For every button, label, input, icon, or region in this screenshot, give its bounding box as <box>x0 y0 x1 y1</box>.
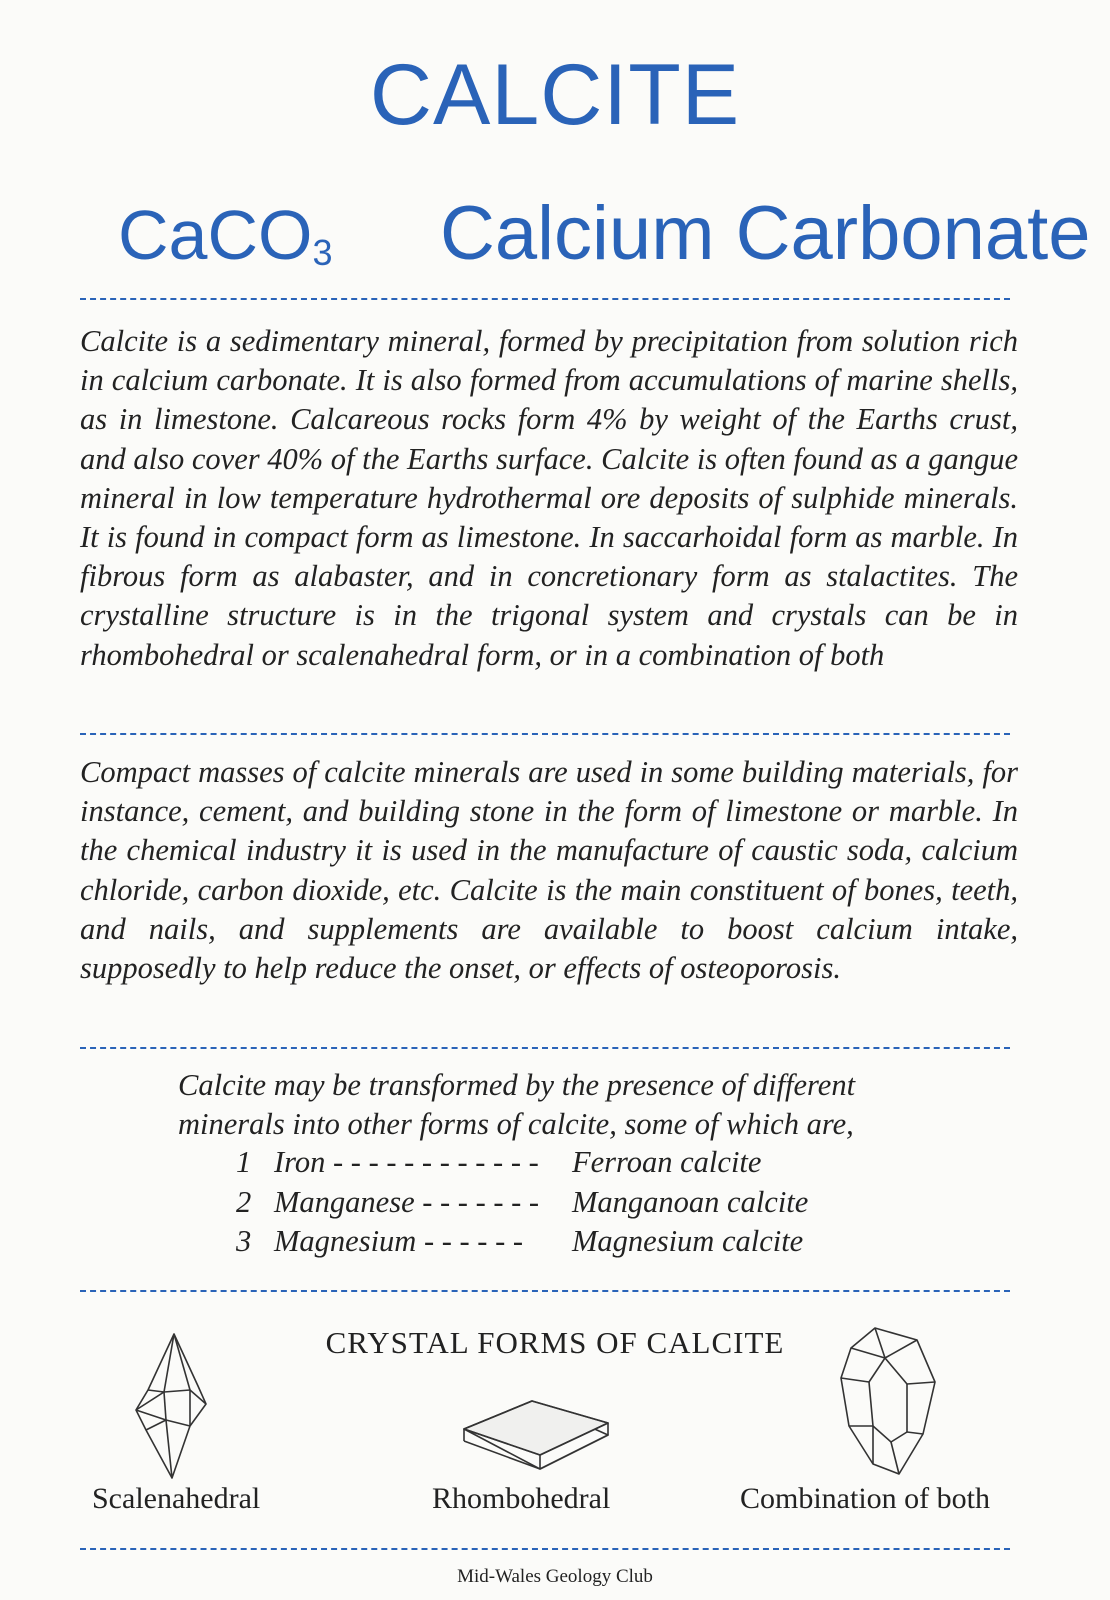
variant-name: Magnesium calcite <box>572 1224 804 1258</box>
combination-label: Combination of both <box>740 1482 990 1515</box>
chemical-formula <box>118 196 333 274</box>
scalenohedral-crystal-icon <box>128 1330 218 1485</box>
formula-base: CaCO <box>118 196 313 274</box>
divider <box>80 1290 1010 1292</box>
variant-number: 2 <box>236 1184 252 1219</box>
crystal-forms-title: CRYSTAL FORMS OF CALCITE <box>325 1325 785 1360</box>
variant-number: 3 <box>236 1224 252 1258</box>
variant-element: Magnesium - - - - - - <box>274 1224 524 1258</box>
rhombohedral-crystal-icon <box>458 1395 613 1475</box>
mineral-chemical-name: Calcium Carbonate <box>440 191 1091 276</box>
variant-name: Ferroan calcite <box>572 1145 762 1179</box>
scalenohedral-label: Scalenahedral <box>92 1482 261 1515</box>
variant-element: Manganese - - - - - - - <box>274 1184 540 1219</box>
uses-paragraph: Compact masses of calcite minerals are used in some building materials, for instance, cement, and building stone in the form of limestone or marble. In the chemical industry it is used in the manufacture of caustic soda, calcium chloride, carbon dioxide, etc. Calcite is the main constituent of bones, teeth, and nails, and supplements are available to boost calcium intake, supposedly to help reduce the onset, or effects of osteoporosis. <box>80 755 1018 986</box>
divider <box>80 1047 1010 1049</box>
divider <box>80 1548 1010 1550</box>
variant-name: Manganoan calcite <box>572 1184 809 1219</box>
formation-paragraph: Calcite is a sedimentary mineral, formed by precipitation from solution rich in calcium carbonate. It is also formed from accumulations of marine shells, as in limestone. Calcareous rocks form 4% by weight of the Earths crust, and also cover 40% of the Earths surface. Calcite is often found as a gangue mineral in low temperature hydrothermal ore deposits of sulphide minerals. It is found in compact form as limestone. In saccarhoidal form as marble. In fibrous form as alabaster, and in concretionary form as stalactites. The crystalline structure is in the trigonal system and crystals can be in rhombohedral or scalenahedral form, or in a combination of both <box>80 324 1018 672</box>
variant-element: Iron - - - - - - - - - - - - <box>274 1145 539 1179</box>
divider <box>80 298 1010 300</box>
combination-crystal-icon <box>835 1322 945 1482</box>
page-title: CALCITE <box>369 47 741 143</box>
variant-number: 1 <box>236 1145 252 1179</box>
formula-subscript: 3 <box>312 232 333 273</box>
variants-intro-line2: minerals into other forms of calcite, some of which are, <box>178 1107 854 1141</box>
rhombohedral-label: Rhombohedral <box>432 1482 611 1515</box>
club-credit: Mid-Wales Geology Club <box>457 1566 653 1587</box>
variants-intro-line1: Calcite may be transformed by the presence of different <box>178 1068 856 1102</box>
divider <box>80 733 1010 735</box>
